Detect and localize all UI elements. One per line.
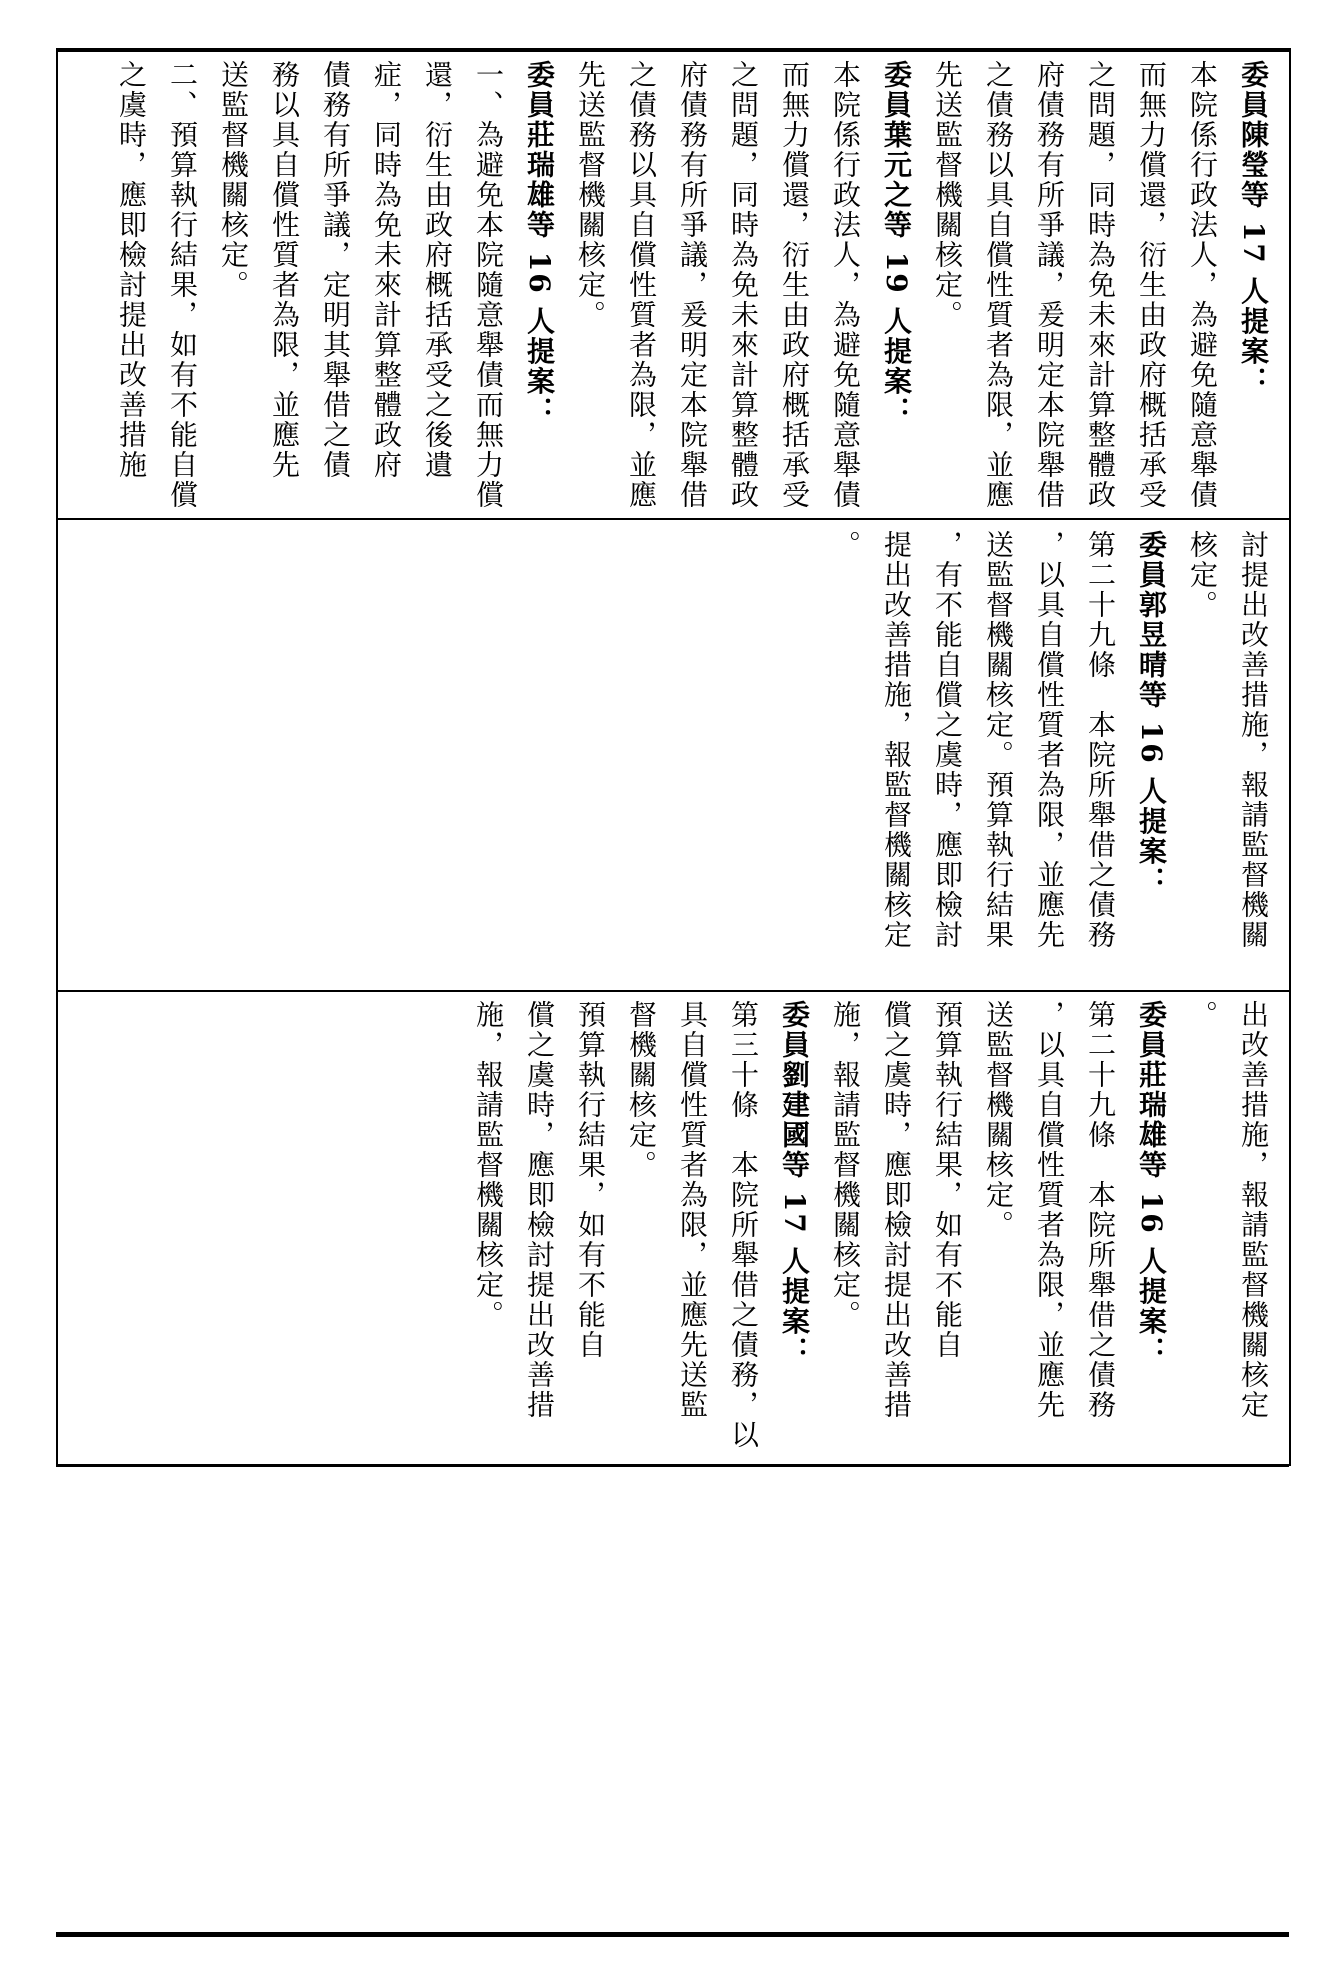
band-bottom (64, 1000, 1279, 1456)
text-line: 出改善措施，報請監督機關核定 (1237, 1000, 1270, 1420)
column-divider-right (1289, 48, 1291, 1466)
text-line: 之債務以具自償性質者為限，並應 (982, 60, 1015, 510)
text-line: 之虞時，應即檢討提出改善措施 (115, 60, 148, 480)
text-line: 具自償性質者為限，並應先送監 (676, 1000, 709, 1420)
text-line: 症，同時為免未來計算整體政府 (370, 60, 403, 480)
text-line: 府債務有所爭議，爰明定本院舉借 (1033, 60, 1066, 510)
text-line: 府債務有所爭議，爰明定本院舉借 (676, 60, 709, 510)
text-line: ，有不能自償之虞時，應即檢討 (931, 530, 964, 950)
text-line: 。 (1186, 1000, 1219, 1030)
heading-chen: 委員陳瑩等 17 人提案： (1237, 60, 1270, 397)
text-line: 施，報請監督機關核定。 (829, 1000, 862, 1330)
text-line: 而無力償還，衍生由政府概括承受 (778, 60, 811, 510)
top-rule (56, 48, 1289, 52)
text-line: 償之虞時，應即檢討提出改善措 (523, 1000, 556, 1420)
text-line: 核定。 (1186, 530, 1219, 620)
text-line: 提出改善措施，報監督機關核定 (880, 530, 913, 950)
text-line: 。 (829, 530, 862, 560)
text-line: 而無力償還，衍生由政府概括承受 (1135, 60, 1168, 510)
text-line: 之債務以具自償性質者為限，並應 (625, 60, 658, 510)
band-divider-2 (56, 990, 1289, 992)
text-line: 討提出改善措施，報請監督機關 (1237, 530, 1270, 950)
text-line: 第二十九條 本院所舉借之債務 (1084, 1000, 1117, 1420)
text-line: 先送監督機關核定。 (931, 60, 964, 330)
heading-ye: 委員葉元之等 19 人提案： (880, 60, 913, 427)
text-line: 施，報請監督機關核定。 (472, 1000, 505, 1330)
text-line: ，以具自償性質者為限，並應先 (1033, 530, 1066, 950)
text-line: 償之虞時，應即檢討提出改善措 (880, 1000, 913, 1420)
text-line: 本院係行政法人，為避免隨意舉債 (829, 60, 862, 510)
text-line: 送監督機關核定。預算執行結果 (982, 530, 1015, 950)
text-line: 先送監督機關核定。 (574, 60, 607, 330)
text-line: 還，衍生由政府概括承受之後遺 (421, 60, 454, 480)
text-line: 送監督機關核定。 (217, 60, 250, 300)
text-line: 一、為避免本院隨意舉債而無力償 (472, 60, 505, 510)
text-line: 之問題，同時為免未來計算整體政 (727, 60, 760, 510)
heading-zhuang: 委員莊瑞雄等 16 人提案： (523, 60, 556, 427)
text-line: 之問題，同時為免未來計算整體政 (1084, 60, 1117, 510)
text-line: ，以具自償性質者為限，並應先 (1033, 1000, 1066, 1420)
heading-zhuang-2: 委員莊瑞雄等 16 人提案： (1135, 1000, 1168, 1367)
text-line: 第二十九條 本院所舉借之債務 (1084, 530, 1117, 950)
heading-liu: 委員劉建國等 17 人提案： (778, 1000, 811, 1367)
text-line: 第三十條 本院所舉借之債務，以 (727, 1000, 760, 1450)
band-top (64, 60, 1279, 510)
column-divider-mid (56, 48, 58, 1466)
middle-rule (56, 1464, 1289, 1467)
text-line: 預算執行結果，如有不能自 (574, 1000, 607, 1360)
text-line: 本院係行政法人，為避免隨意舉債 (1186, 60, 1219, 510)
heading-guo: 委員郭昱晴等 16 人提案： (1135, 530, 1168, 897)
text-line: 二、預算執行結果，如有不能自償 (166, 60, 199, 510)
bottom-rule (56, 1932, 1289, 1937)
band-middle (64, 530, 1279, 980)
text-line: 務以具自償性質者為限，並應先 (268, 60, 301, 480)
text-line: 督機關核定。 (625, 1000, 658, 1180)
text-line: 債務有所爭議，定明其舉借之債 (319, 60, 352, 480)
band-divider-1 (56, 518, 1289, 520)
text-line: 送監督機關核定。 (982, 1000, 1015, 1240)
text-line: 預算執行結果，如有不能自 (931, 1000, 964, 1360)
